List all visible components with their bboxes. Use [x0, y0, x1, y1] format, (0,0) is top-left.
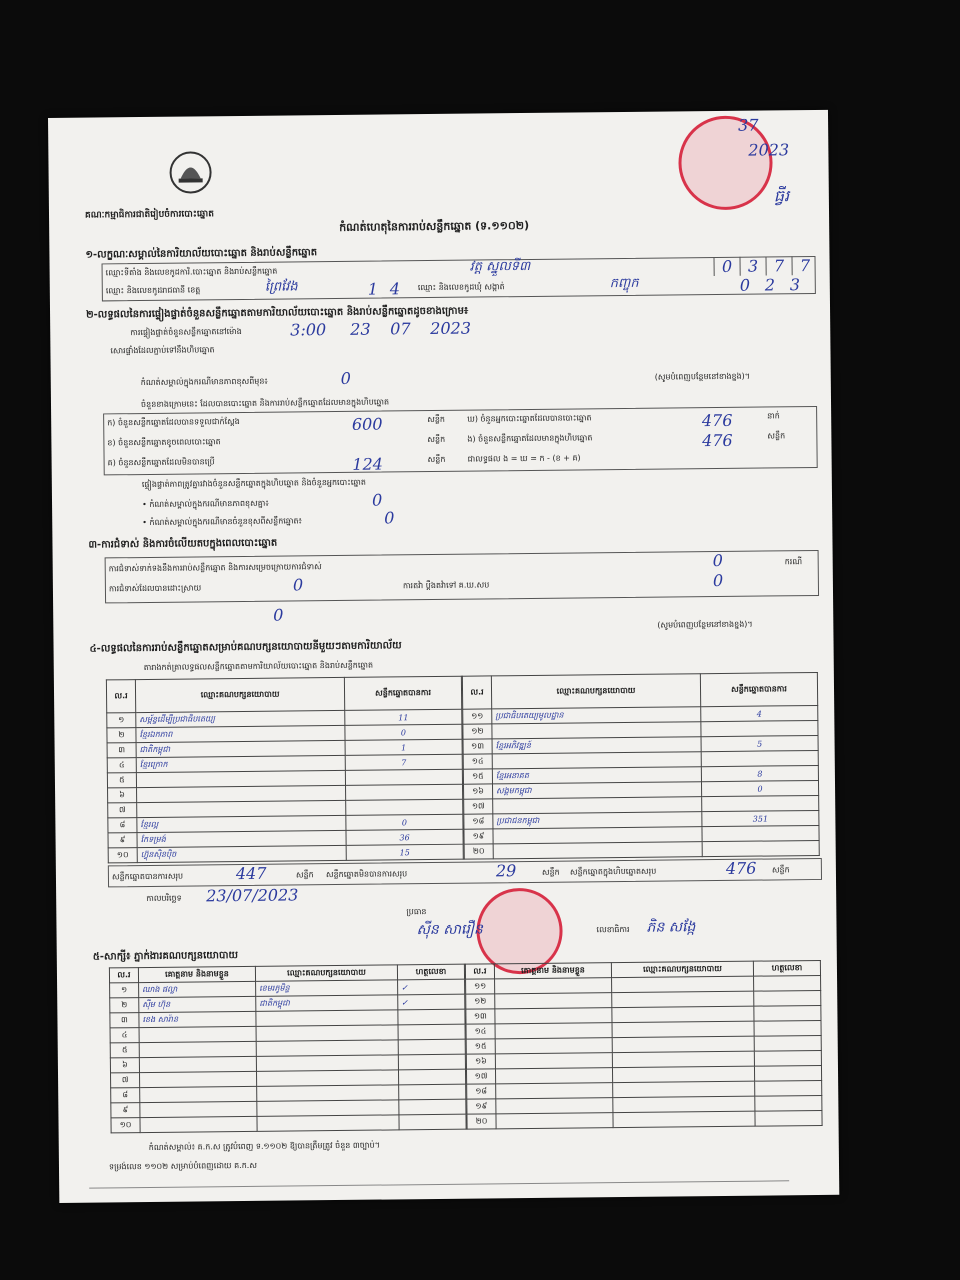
- total-valid-label: សន្លឹកឆ្នោតបានការសរុប: [111, 871, 184, 882]
- date-year: 2023: [430, 318, 472, 339]
- bullet1-value: 0: [371, 490, 383, 510]
- row-party: [493, 842, 702, 859]
- col-no: ល.រ: [462, 676, 491, 709]
- row-no: ១៩: [464, 829, 493, 844]
- table-header: [106, 676, 461, 713]
- section3-note-value: 0: [273, 605, 284, 625]
- row-votes: [702, 795, 819, 811]
- bullet2-label: • កំណត់សម្គាល់ក្នុងករណីមានចំនួនខុសពីសន្លឹកឆ្នោត៖: [142, 516, 303, 528]
- district-code-2: 2: [764, 275, 776, 295]
- row-no: ២: [107, 728, 136, 743]
- seal-text: សោរផ្ទាំងដែលភ្ជាប់ទៅនឹងហិបឆ្នោត: [110, 345, 215, 356]
- row-party: ខ្មែរល្អ: [137, 815, 346, 832]
- row-party: សង្គមកម្ពុជា: [492, 782, 701, 799]
- row-party: សម្ព័ន្ធដើម្បីប្រជាធិបតេយ្យ: [136, 710, 345, 727]
- row-votes: [346, 799, 463, 815]
- district-label: ឈ្មោះ និងលេខកូដឃុំ សង្កាត់: [417, 282, 505, 293]
- district-value: កញ្ចុក: [609, 275, 639, 292]
- col-party: ឈ្មោះគណបក្សនយោបាយ: [491, 674, 700, 709]
- row-no: ១៦: [466, 1054, 495, 1069]
- emblem-icon: [166, 148, 215, 197]
- col-party: ឈ្មោះគណបក្សនយោបាយ: [135, 677, 344, 712]
- row-no: ១: [107, 713, 136, 728]
- row-no: ១២: [466, 994, 495, 1009]
- row-no: ២០: [467, 1114, 496, 1129]
- stamp-number: 37: [738, 115, 759, 135]
- row-no: ៤: [110, 1028, 139, 1043]
- objection-row1-label: ការជំទាស់ទាក់ទងនឹងការរាប់សន្លឹកឆ្នោត និងការសម្រេចក្រោយការជំទាស់: [108, 562, 322, 574]
- row-no: ៧: [111, 1073, 140, 1088]
- row-votes: 5: [701, 735, 818, 751]
- table-row: [467, 1110, 822, 1129]
- row-votes: 8: [701, 765, 818, 781]
- section3-title: ៣-ការជំទាស់ និងការចំលើយតបក្នុងពេលបោះឆ្នោត: [88, 537, 278, 551]
- row-party: កែទម្រង់: [137, 830, 346, 847]
- row-votes: [345, 769, 462, 785]
- row-no: ១៤: [466, 1024, 495, 1039]
- row-no: ១៩: [467, 1099, 496, 1114]
- total-box-unit: សន្លឹក: [771, 865, 790, 875]
- section5-title: ៥-សាក្សី៖ ភ្នាក់ងារគណបក្សនយោបាយ: [92, 950, 239, 963]
- col-votes: សន្លឹកឆ្នោតបានការ: [344, 676, 461, 710]
- col-sign: ហត្ថលេខា: [397, 964, 464, 980]
- row-no: ៩: [108, 833, 137, 848]
- row-no: ៤: [107, 758, 136, 773]
- chair-signature: ស៊ីន សារឿន: [416, 921, 483, 939]
- row-no: ៩: [111, 1103, 140, 1118]
- row-votes: 0: [701, 780, 818, 796]
- district-code-3: 3: [789, 275, 801, 295]
- row-party: ហ៊្វុនស៊ិនប៉ិច: [137, 845, 346, 862]
- bullet2-value: 0: [384, 508, 395, 528]
- stamp-signature: ធ្វីរ: [773, 186, 790, 206]
- objection-unit: ករណី: [784, 557, 803, 567]
- row-no: ២០: [464, 844, 493, 859]
- section4-subtitle: តារាងកត់ត្រាលទ្ធផលសន្លឹកឆ្នោតតាមការិយាល័យបោះឆ្នោត និងរាប់សន្លឹកឆ្នោត: [143, 660, 374, 673]
- col-no: ល.រ: [465, 964, 494, 979]
- results-table-right: [462, 672, 820, 860]
- objection-row2b-label: ការតវ៉ា ប្តឹងតវ៉ាទៅ គ.ឃ.សប: [402, 580, 490, 591]
- date-day: 23: [350, 319, 371, 339]
- ballot-count-form: [48, 110, 839, 1203]
- row-votes: 1: [345, 739, 462, 755]
- row-no: ៦: [108, 788, 137, 803]
- row-party: ជាតិកម្ពុជា: [136, 740, 345, 757]
- col-sign: ហត្ថលេខា: [753, 960, 820, 976]
- row-name: ស៊ីម ហ៊ុន: [139, 996, 256, 1012]
- count-value: 600: [351, 414, 383, 434]
- objection-row2-value: 0: [292, 575, 304, 595]
- count-unit: សន្លឹក: [427, 414, 446, 425]
- station-label: ឈ្មោះទីតាំង និងលេខកូដការិ.បោះឆ្នោត និងរាប់សន្លឹកឆ្នោត: [105, 266, 278, 278]
- commune-code-2: 4: [389, 279, 401, 299]
- table-row: [111, 1114, 466, 1133]
- row-no: ៥: [110, 1043, 139, 1058]
- total-valid: 447: [235, 863, 267, 884]
- station-value: វត្ត ស្នួលទី៣: [469, 258, 531, 275]
- row-party: ខ្មែរក្រោក: [136, 755, 345, 772]
- row-votes: [702, 840, 819, 856]
- count-label-2: ង) ចំនួនសន្លឹកឆ្នោតដែលមានក្នុងហិបឆ្នោត: [467, 433, 593, 444]
- row-party: ប្រជាធិបតេយ្យមូលដ្ឋាន: [492, 707, 701, 724]
- count-value: 124: [352, 454, 384, 474]
- table-row: [464, 840, 819, 859]
- row-votes: 36: [346, 829, 463, 845]
- row-no: ១២: [463, 724, 492, 739]
- row-no: ២: [110, 998, 139, 1013]
- check-text: ផ្ទៀងផ្ទាត់ភាពត្រូវគ្នារវាងចំនួនសន្លឹកឆ្នោតក្នុងហិបឆ្នោត និងចំនួនអ្នកបោះឆ្នោត: [141, 477, 366, 490]
- row-votes: 11: [345, 709, 462, 725]
- time-text: ការផ្ទៀងផ្ទាត់ចំនួនសន្លឹកឆ្នោតនៅម៉ោង: [130, 326, 242, 338]
- count-label: ក) ចំនួនសន្លឹកឆ្នោតដែលបានទទួលជាក់ស្តែង: [107, 417, 240, 428]
- row-sign: ✓: [398, 979, 465, 995]
- witness-table-left: [109, 964, 467, 1134]
- row-votes: [701, 750, 818, 766]
- count-unit-2: នាក់: [767, 411, 780, 421]
- row-votes: 15: [346, 844, 463, 860]
- code-digit: 0: [713, 257, 739, 276]
- row-party: ខេមរភូមិន្ទ: [256, 980, 398, 996]
- objection-row2-label: ការជំទាស់ដែលបានដោះស្រាយ: [108, 583, 202, 594]
- footnote-2: ទម្រង់លេខ ១១០២ សម្រាប់បំពេញដោយ គ.ក.ស: [108, 1160, 257, 1172]
- row-no: ១០: [111, 1118, 140, 1133]
- total-box-label: សន្លឹកឆ្នោតក្នុងហិបឆ្នោតសរុប: [569, 866, 657, 877]
- secretary-label: លេខាធិការ: [596, 924, 630, 935]
- commune-label: ឈ្មោះ និងលេខកូដរាជធានី ខេត្ត: [105, 285, 201, 296]
- col-party: ឈ្មោះគណបក្សនយោបាយ: [255, 965, 397, 981]
- section2-intro: ចំនួនខាងក្រោមនេះ ដែលបានបោះឆ្នោត និងការរាប់សន្លឹកឆ្នោតដែលមានក្នុងហិបឆ្នោត: [140, 397, 390, 410]
- row-votes: [702, 825, 819, 841]
- code-digit: 3: [739, 256, 765, 275]
- count-value: [307, 434, 427, 455]
- time-value: 3:00: [290, 320, 327, 340]
- row-votes: 7: [345, 754, 462, 770]
- row-votes: 0: [346, 814, 463, 830]
- commune-value: ព្រៃវែង: [264, 279, 298, 295]
- row-votes: [346, 784, 463, 800]
- row-votes: 4: [701, 705, 818, 721]
- count-unit: សន្លឹក: [427, 434, 446, 445]
- total-valid-unit: សន្លឹក: [295, 870, 314, 880]
- col-votes: សន្លឹកឆ្នោតបានការ: [700, 672, 817, 706]
- table-header: [462, 672, 817, 709]
- objection-row2b-value: 0: [712, 570, 724, 591]
- count-label-2: ឃ) ចំនួនអ្នកបោះឆ្នោតដែលបានបោះឆ្នោត: [467, 413, 592, 424]
- row-no: ៦: [110, 1058, 139, 1073]
- row-no: ១១: [463, 709, 492, 724]
- org-name: គណៈកម្មាធិការជាតិរៀបចំការបោះឆ្នោត: [84, 209, 214, 221]
- section4-title: ៤-លទ្ធផលនៃការរាប់សន្លឹកឆ្នោតសម្រាប់គណបក្សនយោបាយនីមួយៗតាមការិយាល័យ: [89, 640, 402, 655]
- row-name: ឈាង ផល្លា: [139, 981, 256, 997]
- row-party: ប្រជាជនកម្ពុជា: [493, 812, 702, 829]
- district-code-1: 0: [739, 275, 751, 295]
- row-sign: ✓: [398, 994, 465, 1010]
- count-unit-2: សន្លឹក: [767, 431, 786, 441]
- note-value: 0: [340, 368, 352, 388]
- row-no: ៣: [107, 743, 136, 758]
- section1-title: ១-លក្ខណៈសម្គាល់នៃការិយាល័យបោះឆ្នោត និងរាប់សន្លឹកឆ្នោត: [85, 247, 318, 261]
- total-invalid: 29: [495, 861, 517, 881]
- row-no: ១៣: [466, 1009, 495, 1024]
- row-votes: [701, 720, 818, 736]
- row-no: ៧: [108, 803, 137, 818]
- row-no: ៨: [108, 818, 137, 833]
- form-title: កំណត់ហេតុនៃការរាប់សន្លឹកឆ្នោត (ទ.១១០២): [339, 218, 530, 234]
- commune-code-1: 1: [367, 279, 379, 299]
- stamp-year: 2023: [748, 140, 790, 160]
- row-party: ខ្មែរអនាគត: [492, 767, 701, 784]
- total-box: 476: [725, 858, 757, 878]
- row-no: ១៦: [463, 784, 492, 799]
- section2-title: ២-លទ្ធផលនៃការផ្ទៀងផ្ទាត់ចំនួនសន្លឹកឆ្នោតតាមការិយាល័យបោះឆ្នោត និងរាប់សន្លឹកឆ្នោតដូចខាងក្រោម៖: [86, 305, 469, 321]
- row-no: ១១: [466, 979, 495, 994]
- date-month: 07: [390, 319, 411, 339]
- chair-label: ប្រធាន: [406, 907, 427, 917]
- code-digit: 7: [791, 256, 817, 275]
- count-label-2: ជាលទ្ធផល ង = ឃ = ក - (ខ + គ): [467, 453, 581, 464]
- note-tail: (សូមបំពេញបន្ថែមនៅខាងខ្នង)។: [654, 371, 751, 382]
- results-table-left: [106, 676, 464, 864]
- row-party: ខ្មែរអភិវឌ្ឍន៍: [492, 737, 701, 754]
- chair-stamp: [476, 888, 563, 975]
- count-label: ខ) ចំនួនសន្លឹកឆ្នោតខូចពេលបោះឆ្នោត: [107, 437, 221, 448]
- col-name: គោត្តនាម និងនាមខ្លួន: [494, 963, 611, 979]
- row-no: ១០: [108, 848, 137, 863]
- col-party: ឈ្មោះគណបក្សនយោបាយ: [611, 961, 753, 977]
- row-party: ជាតិកម្ពុជា: [256, 995, 398, 1011]
- section3-note-tail: (សូមបំពេញបន្ថែមនៅខាងខ្នង)។: [657, 619, 753, 630]
- total-invalid-label: សន្លឹកឆ្នោតមិនបានការសរុប: [325, 869, 408, 880]
- objection-row1-value: 0: [712, 550, 723, 571]
- count-label: គ) ចំនួនសន្លឹកឆ្នោតដែលមិនបានប្រើ: [107, 457, 215, 468]
- row-no: ១៥: [463, 769, 492, 784]
- bottom-divider: [89, 1180, 789, 1188]
- row-sign: [398, 1009, 465, 1025]
- col-no: ល.រ: [109, 968, 138, 983]
- row-no: ១៧: [464, 799, 493, 814]
- total-invalid-unit: សន្លឹក: [541, 867, 560, 877]
- row-no: ១៥: [466, 1039, 495, 1054]
- bullet1-label: • កំណត់សម្គាល់ក្នុងករណីមានភាពខុសគ្នា៖: [142, 498, 269, 510]
- secretary-signature: ភិន សង្កែ: [646, 919, 696, 936]
- count-value-2: 476: [701, 410, 733, 431]
- date-value: 23/07/2023: [206, 885, 299, 906]
- row-votes: 351: [702, 810, 819, 826]
- row-no: ១៨: [467, 1084, 496, 1099]
- row-votes: 0: [345, 724, 462, 740]
- witness-table-right: [465, 960, 823, 1130]
- row-no: ១៤: [463, 754, 492, 769]
- counts-rows: [107, 410, 814, 477]
- row-name: ខេង សារ៉ាន: [139, 1011, 256, 1027]
- count-value-2: 476: [702, 430, 733, 451]
- note-label: កំណត់សម្គាល់ក្នុងករណីមានភាពខុសពីមុន៖: [140, 376, 268, 388]
- col-no: ល.រ: [106, 680, 135, 713]
- row-no: ១៧: [466, 1069, 495, 1084]
- footnote-1: កំណត់សម្គាល់៖ គ.ក.ស ត្រូវបំពេញ ទ.១១០២ ឱ្យបានត្រឹមត្រូវ ចំនួន ៣ច្បាប់។: [148, 1140, 380, 1153]
- date-label: កាលបរិច្ឆេទ: [146, 893, 182, 904]
- col-name: គោត្តនាម និងនាមខ្លួន: [138, 966, 255, 982]
- section1-box: [102, 256, 816, 301]
- station-code: [713, 256, 817, 276]
- row-no: ៨: [111, 1088, 140, 1103]
- row-no: ៣: [110, 1013, 139, 1028]
- row-no: ៥: [107, 773, 136, 788]
- row-no: ១៣: [463, 739, 492, 754]
- row-no: ១: [110, 983, 139, 998]
- official-stamp: [678, 115, 773, 210]
- code-digit: 7: [765, 256, 791, 275]
- row-no: ១៨: [464, 814, 493, 829]
- row-party: [256, 1010, 398, 1026]
- table-row: [108, 844, 463, 863]
- count-unit: សន្លឹក: [427, 454, 446, 465]
- totals-row: [108, 858, 822, 887]
- row-party: ខ្មែរឯកភាព: [136, 725, 345, 742]
